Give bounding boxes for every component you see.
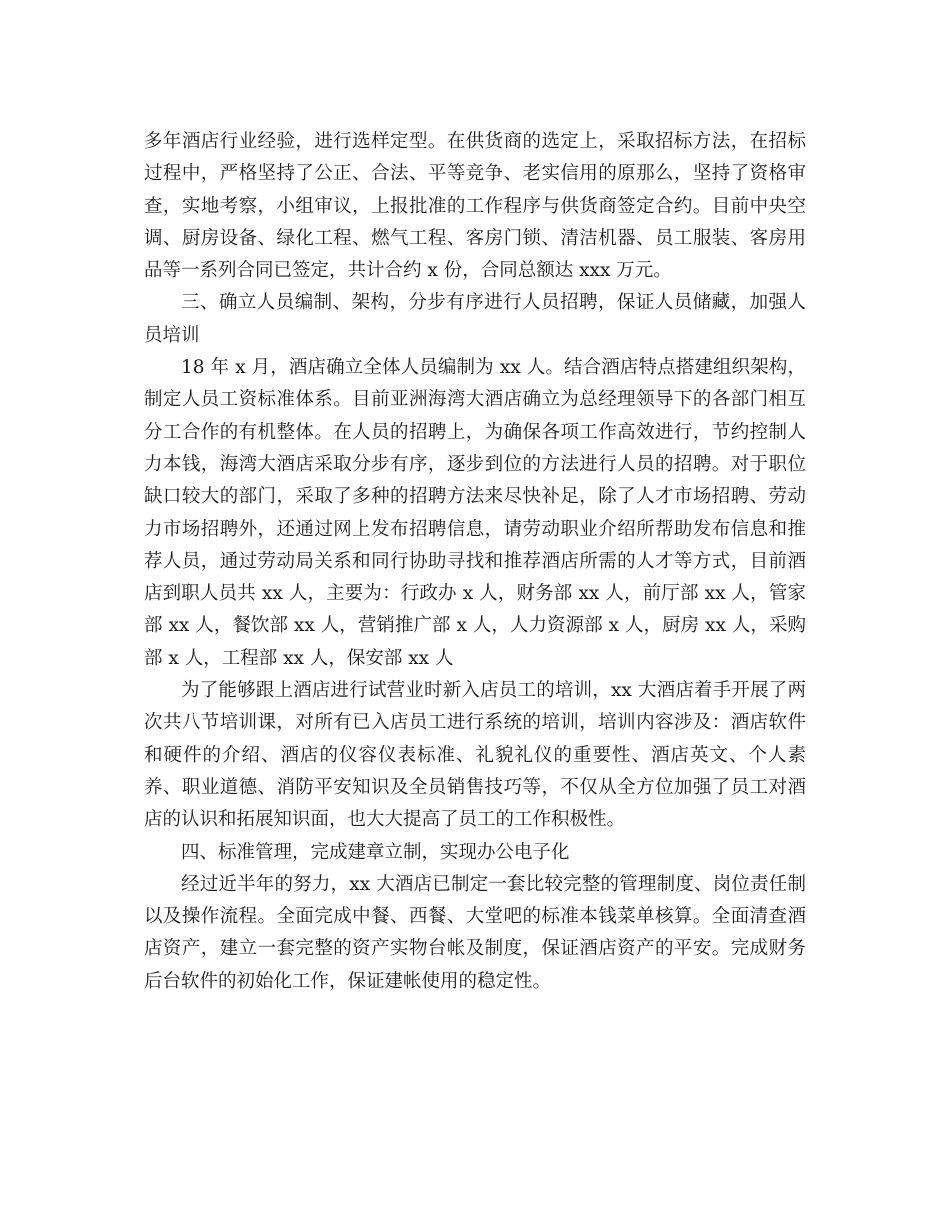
paragraph-management: 经过近半年的努力，xx 大酒店已制定一套比较完整的管理制度、岗位责任制以及操作流程。全面完成中餐、西餐、大堂吧的标准本钱菜单核算。全面清查酒店资产，建立一套完整的资产实物台帐及制度，保证酒店资产的平安。完成财务后台软件的初始化工作，保证建帐使用的稳定性。 bbox=[144, 873, 806, 992]
section-heading-management: 四、标准管理，完成建章立制，实现办公电子化 bbox=[181, 841, 570, 863]
section-heading-staffing: 三、确立人员编制、架构，分步有序进行人员招聘，保证人员储藏，加强人员培训 bbox=[144, 292, 806, 346]
document-page bbox=[144, 126, 806, 998]
paragraph-procurement: 多年酒店行业经验，进行选样定型。在供货商的选定上，采取招标方法，在招标过程中，严格坚持了公正、合法、平等竞争、老实信用的原那么，坚持了资格审查，实地考察，小组审议，上报批准的工作程序与供货商签定合约。目前中央空调、厨房设备、绿化工程、燃气工程、客房门锁、清洁机器、员工服装、客房用品等一系列合同已签定，共计合约 x 份，合同总额达 xxx 万元。 bbox=[144, 131, 806, 282]
paragraph-training: 为了能够跟上酒店进行试营业时新入店员工的培训，xx 大酒店着手开展了两次共八节培训课，对所有已入店员工进行系统的培训，培训内容涉及：酒店软件和硬件的介绍、酒店的仪容仪表标准、礼貌礼仪的重要性、酒店英文、个人素养、职业道德、消防平安知识及全员销售技巧等，不仅从全方位加强了员工对酒店的认识和拓展知识面，也大大提高了员工的工作积极性。 bbox=[144, 680, 806, 831]
paragraph-recruitment: 18 年 x 月，酒店确立全体人员编制为 xx 人。结合酒店特点搭建组织架构，制定人员工资标准体系。目前亚洲海湾大酒店确立为总经理领导下的各部门相互分工合作的有机整体。在人员的招聘上，为确保各项工作高效进行，节约控制人力本钱，海湾大酒店采取分步有序，逐步到位的方法进行人员的招聘。对于职位缺口较大的部门，采取了多种的招聘方法来尽快补足，除了人才市场招聘、劳动力市场招聘外，还通过网上发布招聘信息，请劳动职业介绍所帮助发布信息和推荐人员，通过劳动局关系和同行协助寻找和推荐酒店所需的人才等方式，目前酒店到职人员共 xx 人，主要为：行政办 x 人，财务部 xx 人，前厅部 xx 人，管家部 xx 人，餐饮部 xx 人，营销推广部 x 人，人力资源部 x 人，厨房 xx 人，采购部 x 人，工程部 xx 人，保安部 xx 人 bbox=[144, 357, 806, 669]
